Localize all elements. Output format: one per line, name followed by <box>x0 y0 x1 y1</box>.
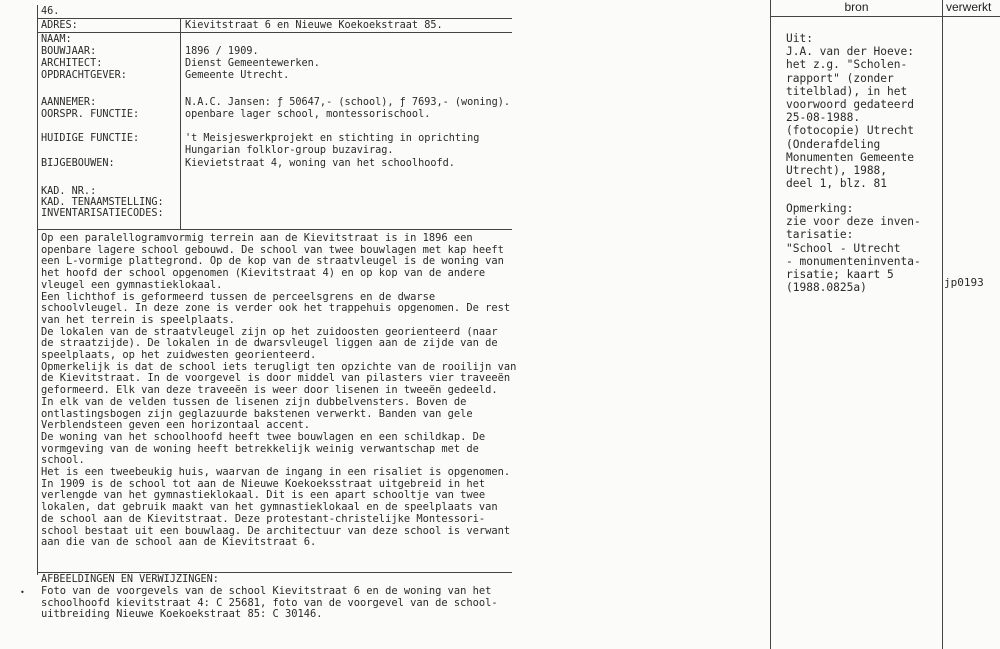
description-line: vormgeving van de woning heeft betrekkelijk weinig verwantschap met de <box>41 442 479 455</box>
description-line: van het terrein is speelplaats. <box>41 313 235 326</box>
label-column-divider <box>180 18 181 230</box>
label-adres: ADRES: <box>41 20 78 31</box>
value-architect: Dienst Gemeentewerken. <box>185 58 320 69</box>
description-line: een L-vormige plattegrond. Op de kop van de straatvleugel is de woning van <box>41 255 504 268</box>
value-bouwjaar: 1896 / 1909. <box>185 46 259 57</box>
description-line: de straatzijde). De lokalen in de dwarsvleugel liggen aan de zijde van de <box>41 337 498 350</box>
label-aannemer: AANNEMER: <box>41 97 97 108</box>
description-line: Verblendsteen geven een horizontaal accent. <box>41 419 310 432</box>
fields-bottom-rule <box>37 229 512 230</box>
value-huidige-functie-1: 't Meisjeswerkprojekt en stichting in oprichting <box>185 133 480 144</box>
bron-line: titelblad), in het <box>786 84 908 98</box>
bron-line: rapport" (zonder <box>786 71 894 85</box>
description-line: Opmerkelijk is dat de school iets terugligt ten opzichte van de rooilijn van <box>41 360 517 373</box>
number-rule <box>37 18 512 19</box>
label-huidige-functie: HUIDIGE FUNCTIE: <box>41 133 140 144</box>
record-number: 46. <box>41 6 60 17</box>
label-kad-tenaamstelling: KAD. TENAAMSTELLING: <box>41 197 164 208</box>
label-architect: ARCHITECT: <box>41 58 103 69</box>
afbeeldingen-line: uitbreiding Nieuwe Koekoekstraat 85: C 30146. <box>41 608 323 621</box>
bron-line: Utrecht), 1988, <box>786 164 888 178</box>
description-line: school bestaat uit een bouwlaag. De architectuur van deze school is verwant <box>41 524 511 537</box>
bron-line: het z.g. "Scholen- <box>786 58 908 72</box>
description-line: het hoofd der school opgenomen (Kievitstraat 4) en op kop van de andere <box>41 267 486 280</box>
header-bottom-line <box>770 16 1000 17</box>
afbeeldingen-text <box>41 586 498 621</box>
bullet-dot-icon: • <box>20 588 25 597</box>
description-line: Het is een tweebeukig huis, waarvan de ingang in een risaliet is opgenomen. <box>41 466 511 479</box>
bron-text <box>786 32 914 190</box>
description-line: de school aan de Kievitstraat. Deze protestant-christelijke Montessori- <box>41 512 486 525</box>
opmerking-line: Opmerking: <box>786 202 854 215</box>
description-line: De woning van het schoolhoofd heeft twee bouwlagen en een schildkap. De <box>41 430 486 443</box>
description-line: geformeerd. Elk van deze traveeën is weer door lisenen in tweeën gedeeld. <box>41 384 498 397</box>
description-line: In elk van de velden tussen de lisenen zijn dubbelvensters. Boven de <box>41 395 467 408</box>
opmerking-line: tarisatie: <box>786 228 854 242</box>
description-line: speelplaats, op het zuidwesten georienteerd. <box>41 349 317 362</box>
value-oorspr-functie: openbare lager school, montessorischool. <box>185 109 431 120</box>
bron-line: voorwoord gedateerd <box>786 98 914 112</box>
header-verwerkt: verwerkt <box>946 0 992 14</box>
opmerking-text <box>786 202 921 294</box>
description-line: vleugel een gymnastieklokaal. <box>41 278 223 291</box>
description-line: aan die van de school aan de Kievitstraat 6. <box>41 536 317 549</box>
verwerkt-code: jp0193 <box>944 276 984 289</box>
bron-right-line <box>942 0 943 649</box>
bron-line: deel 1, blz. 81 <box>786 177 888 191</box>
description-line: lokalen, dat gebruik maakt van het gymnastieklokaal en de speelplaats van <box>41 501 498 514</box>
bron-line: (Onderafdeling <box>786 137 881 151</box>
bron-line: Monumenten Gemeente <box>786 150 914 164</box>
value-bijgebouwen: Kievietstraat 4, woning van het schoolhoofd. <box>185 158 455 169</box>
description-line: ontlastingsbogen zijn geglazuurde bakstenen verwerkt. Banden van gele <box>41 407 473 420</box>
description-line: openbare lagere school gebouwd. De school van twee bouwlagen met kap heeft <box>41 243 504 256</box>
label-bijgebouwen: BIJGEBOUWEN: <box>41 158 115 169</box>
label-inventarisatiecodes: INVENTARISATIECODES: <box>41 208 164 219</box>
opmerking-line: zie voor deze inven- <box>786 215 921 229</box>
description-line: verlengde van het gymnastieklokaal. Dit is een apart schooltje van twee <box>41 489 486 502</box>
value-huidige-functie-2: Hungarian folklor-group buzavirag. <box>185 145 394 156</box>
opmerking-line: risatie; kaart 5 <box>786 268 894 282</box>
afbeeldingen-line: Foto van de voorgevels van de school Kievitstraat 6 en de woning van het <box>41 585 492 597</box>
bron-line: J.A. van der Hoeve: <box>786 45 914 59</box>
description-line: de Kievitstraat. In de voorgevel is door middel van pilasters vier traveeën <box>41 372 511 385</box>
description-line: In 1909 is de school tot aan de Nieuwe Koekoeksstraat uitgebreid in het <box>41 477 486 490</box>
description-bottom-rule <box>37 572 512 573</box>
opmerking-line: - monumenteninventa- <box>786 254 921 268</box>
label-oorspr-functie: OORSPR. FUNCTIE: <box>41 109 140 120</box>
bron-line: 25-08-1988. <box>786 111 861 125</box>
afbeeldingen-line: schoolhoofd kievitstraat 4: C 25681, foto van de voorgevel van de school- <box>41 596 498 609</box>
bron-line: Uit: <box>786 32 813 45</box>
bron-left-line <box>770 0 771 649</box>
label-naam: NAAM: <box>41 34 72 45</box>
label-opdrachtgever: OPDRACHTGEVER: <box>41 70 127 81</box>
address-rule <box>37 32 512 33</box>
description-text <box>41 233 516 549</box>
description-line: school. <box>41 454 85 467</box>
label-bouwjaar: BOUWJAAR: <box>41 46 97 57</box>
bron-line: (fotocopie) Utrecht <box>786 124 914 138</box>
description-line: Op een paralellogramvormig terrein aan de Kievitstraat is in 1896 een <box>41 232 473 244</box>
description-line: schoolvleugel. In deze zone is verder ook het trappehuis opgenomen. De rest <box>41 302 511 315</box>
opmerking-line: (1988.0825a) <box>786 281 867 295</box>
afbeeldingen-label: AFBEELDINGEN EN VERWIJZINGEN: <box>41 574 219 585</box>
value-adres: Kievitstraat 6 en Nieuwe Koekoekstraat 85. <box>185 20 443 31</box>
header-bron: bron <box>844 0 869 14</box>
value-aannemer: N.A.C. Jansen: ƒ 50647,- (school), ƒ 7693,- (woning). <box>185 97 511 108</box>
description-line: Een lichthof is geformeerd tussen de perceelsgrens en de dwarse <box>41 290 436 303</box>
value-opdrachtgever: Gemeente Utrecht. <box>185 70 290 81</box>
description-line: De lokalen van de straatvleugel zijn op het zuidoosten georienteerd (naar <box>41 325 498 338</box>
label-kad-nr: KAD. NR.: <box>41 186 97 197</box>
frame-left-line <box>37 5 38 575</box>
opmerking-line: "School - Utrecht <box>786 241 901 255</box>
